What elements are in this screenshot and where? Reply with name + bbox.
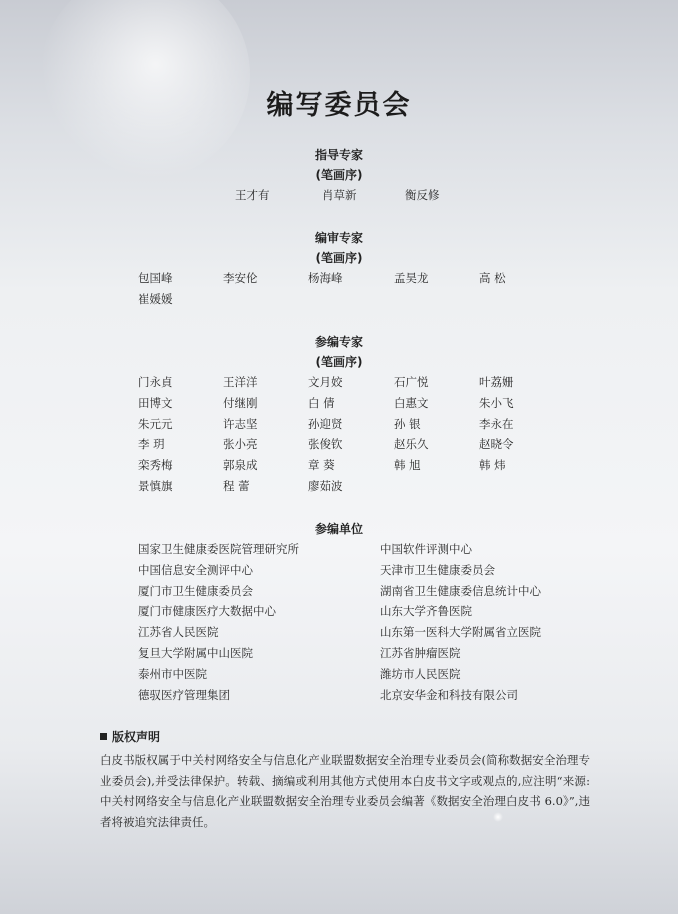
contributor-name: 赵晓令 (479, 437, 514, 452)
contributor-name: 付继刚 (223, 395, 258, 410)
unit-left-item: 复旦大学附属中山医院 (138, 646, 253, 660)
contributor-name: 王洋洋 (223, 375, 258, 389)
review-name: 孟昊龙 (394, 271, 429, 285)
units-heading: 参编单位 (314, 522, 363, 536)
copyright-body: 白皮书版权属于中关村网络安全与信息化产业联盟数据安全治理专业委员会(简称数据安全治理专业委员会),并受法律保护。转载、摘编或利用其他方式使用本白皮书文字或观点的,应注明“来源:中关村网络安全与信息化产业联盟数据安全治理专业委员会编著《数据安全治理白皮书 6.0》”,违者将被追究法律责任。 (100, 753, 590, 829)
unit-right-item: 天津市卫生健康委员会 (380, 562, 495, 577)
review-name: 崔媛媛 (138, 292, 173, 306)
contributor-name: 李永在 (479, 416, 514, 431)
unit-left-item: 国家卫生健康委医院管理研究所 (138, 542, 299, 556)
unit-right-item: 北京安华金和科技有限公司 (380, 687, 518, 702)
contributor-name: 门永貞 (138, 375, 173, 389)
contributor-name: 赵乐久 (394, 437, 429, 452)
review-name: 杨海峰 (308, 271, 343, 285)
unit-left-item: 厦门市卫生健康委员会 (138, 583, 253, 598)
contributor-name: 许志坚 (223, 416, 258, 431)
contributor-name: 廖茹波 (308, 479, 343, 493)
contributor-name: 张俊钦 (308, 437, 343, 452)
unit-left-item: 中国信息安全测评中心 (138, 562, 253, 577)
unit-right-item: 山东第一医科大学附属省立医院 (380, 625, 541, 640)
unit-left-item: 泰州市中医院 (138, 666, 207, 681)
contributor-name: 章 葵 (308, 458, 335, 473)
review-name: 李安伦 (223, 271, 258, 285)
contributors-order-note: (笔画序) (315, 355, 363, 369)
contributor-name: 白惠文 (394, 395, 429, 410)
contributor-name: 景慎旗 (138, 479, 173, 493)
contributor-name: 孙迎贤 (308, 416, 343, 431)
unit-right-item: 湖南省卫生健康委信息统计中心 (380, 583, 541, 598)
review-name: 高 松 (479, 271, 506, 285)
contributor-name: 孙 银 (394, 416, 421, 431)
unit-right-item: 山东大学齐鲁医院 (380, 604, 472, 619)
guidance-order-note: (笔画序) (315, 168, 363, 182)
contributors-heading: 参编专家 (314, 335, 363, 349)
page-title: 编写委员会 (266, 90, 412, 121)
guidance-name: 衡反修 (405, 188, 440, 202)
copyright-heading (100, 728, 160, 745)
contributor-name: 田博文 (138, 395, 173, 410)
square-bullet-icon (100, 733, 107, 740)
unit-right-item: 潍坊市人民医院 (380, 666, 461, 681)
copyright-heading-text: 版权声明 (112, 730, 161, 744)
review-heading: 编审专家 (314, 231, 363, 245)
contributor-name: 文月姣 (308, 375, 343, 389)
contributor-name: 朱元元 (138, 416, 173, 431)
unit-left-item: 江苏省人民医院 (138, 625, 219, 640)
unit-left-item: 厦门市健康医疗大数据中心 (138, 604, 276, 619)
contributor-name: 韩 旭 (394, 458, 421, 473)
contributor-name: 韩 炜 (479, 458, 506, 473)
guidance-name: 肖草新 (322, 188, 357, 202)
review-name: 包国峰 (138, 271, 173, 285)
unit-right-item: 中国软件评测中心 (380, 542, 472, 556)
contributor-name: 白 倩 (308, 395, 335, 410)
contributor-name: 栾秀梅 (138, 458, 173, 473)
contributor-name: 张小亮 (223, 437, 258, 452)
contributor-name: 程 蕾 (223, 479, 250, 493)
contributor-name: 李 玥 (138, 437, 165, 452)
guidance-heading: 指导专家 (314, 148, 363, 162)
unit-left-item: 德驭医疗管理集团 (138, 687, 230, 702)
unit-right-item: 江苏省肿瘤医院 (380, 646, 461, 660)
contributor-name: 石广悦 (394, 375, 429, 389)
guidance-name: 王才有 (235, 188, 270, 202)
contributor-name: 郭泉成 (223, 458, 258, 473)
contributor-name: 朱小飞 (479, 395, 514, 410)
review-order-note: (笔画序) (315, 251, 363, 265)
contributor-name: 叶荔姗 (479, 375, 514, 389)
